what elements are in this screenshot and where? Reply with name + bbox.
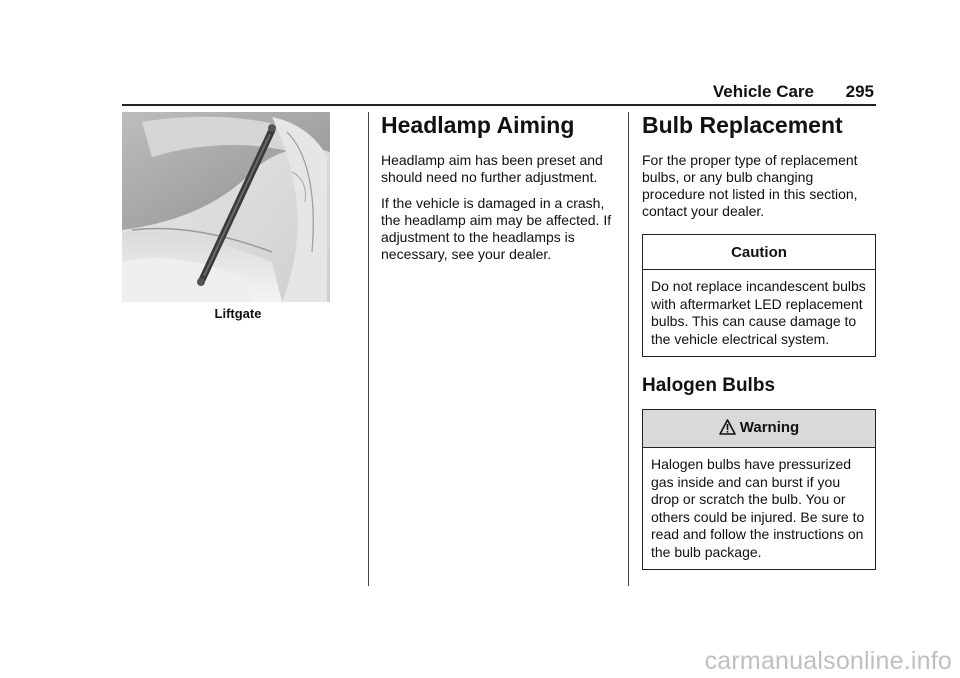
page-number: 295 bbox=[845, 82, 874, 101]
warning-title: Warning bbox=[739, 419, 800, 436]
warning-body: Halogen bulbs have pressurized gas inside and can burst if you drop or scratch the bulb. You or others could be injured. Be sure to read and follow the instructions on the bulb package. bbox=[651, 456, 865, 560]
headlamp-aiming-section bbox=[381, 112, 617, 272]
bulb-intro-paragraph: For the proper type of replacement bulbs, or any bulb changing procedure not listed in this section, contact your dealer. bbox=[642, 152, 858, 219]
caution-title: Caution bbox=[643, 235, 875, 270]
headlamp-aiming-heading: Headlamp Aiming bbox=[381, 112, 575, 138]
column-divider-2 bbox=[628, 112, 629, 586]
caution-box bbox=[642, 234, 876, 357]
liftgate-illustration bbox=[122, 112, 330, 302]
watermark-text: carmanualsonline.info bbox=[704, 647, 952, 675]
warning-header bbox=[643, 410, 875, 448]
halogen-bulbs-heading: Halogen Bulbs bbox=[642, 375, 776, 396]
warning-triangle-icon bbox=[719, 419, 736, 439]
headlamp-paragraph-2: If the vehicle is damaged in a crash, the headlamp aim may be affected. If adjustment to the headlamps is necessary, see your dealer. bbox=[381, 195, 612, 262]
caution-body: Do not replace incandescent bulbs with aftermarket LED replacement bulbs. This can cause damage to the vehicle electrical system. bbox=[651, 278, 866, 347]
headlamp-paragraph-1: Headlamp aim has been preset and should need no further adjustment. bbox=[381, 152, 603, 185]
page-header bbox=[122, 82, 876, 106]
section-title: Vehicle Care bbox=[712, 82, 814, 101]
bulb-replacement-heading: Bulb Replacement bbox=[642, 112, 843, 138]
warning-box bbox=[642, 409, 876, 570]
figure-caption: Liftgate bbox=[214, 306, 262, 321]
column-divider-1 bbox=[368, 112, 369, 586]
bulb-replacement-section bbox=[642, 112, 876, 570]
